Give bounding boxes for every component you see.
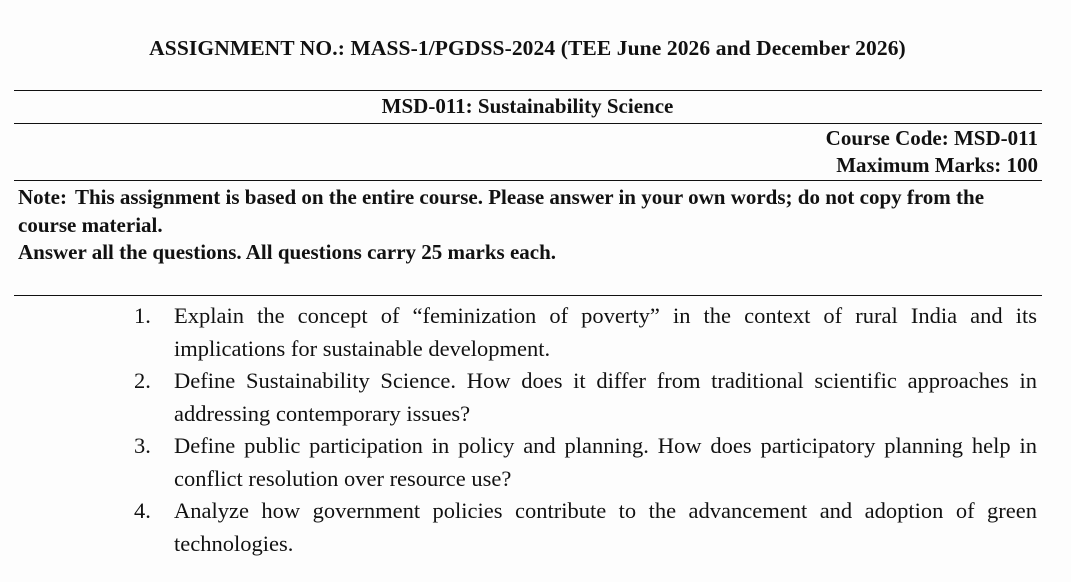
question-text: Analyze how government policies contribute to the advancement and adoption of green technologies. — [174, 498, 1037, 556]
course-title: MSD-011: Sustainability Science — [381, 94, 674, 118]
divider-course — [14, 123, 1042, 124]
question-number: 4. — [134, 498, 151, 523]
question-text: Explain the concept of “feminization of poverty” in the context of rural India and its implications for sustainable development. — [174, 303, 1037, 361]
note-instruction: Answer all the questions. All questions carry 25 marks each. — [18, 240, 557, 264]
course-code: Course Code: MSD-011 — [825, 126, 1038, 150]
question-item — [134, 365, 1037, 430]
assignment-title: ASSIGNMENT NO.: MASS-1/PGDSS-2024 (TEE June 2026 and December 2026) — [149, 36, 906, 60]
question-number: 3. — [134, 433, 151, 458]
question-item — [134, 300, 1037, 365]
divider-note — [14, 180, 1042, 181]
note-text: This assignment is based on the entire course. Please answer in your own words; do not copy from the course material. — [18, 185, 985, 237]
question-number: 2. — [134, 368, 151, 393]
note-paragraph — [18, 184, 1038, 239]
note-block — [18, 184, 1038, 267]
question-item — [134, 495, 1037, 560]
question-number: 1. — [134, 303, 151, 328]
question-list — [134, 300, 1037, 560]
question-text: Define Sustainability Science. How does it differ from traditional scientific approaches in addressing contemporary issues? — [174, 368, 1037, 426]
divider-questions — [14, 295, 1042, 296]
divider-top — [14, 90, 1042, 91]
question-text: Define public participation in policy and planning. How does participatory planning help in conflict resolution over resource use? — [174, 433, 1037, 491]
maximum-marks: Maximum Marks: 100 — [836, 153, 1038, 177]
note-label: Note: — [18, 185, 67, 209]
question-item — [134, 430, 1037, 495]
